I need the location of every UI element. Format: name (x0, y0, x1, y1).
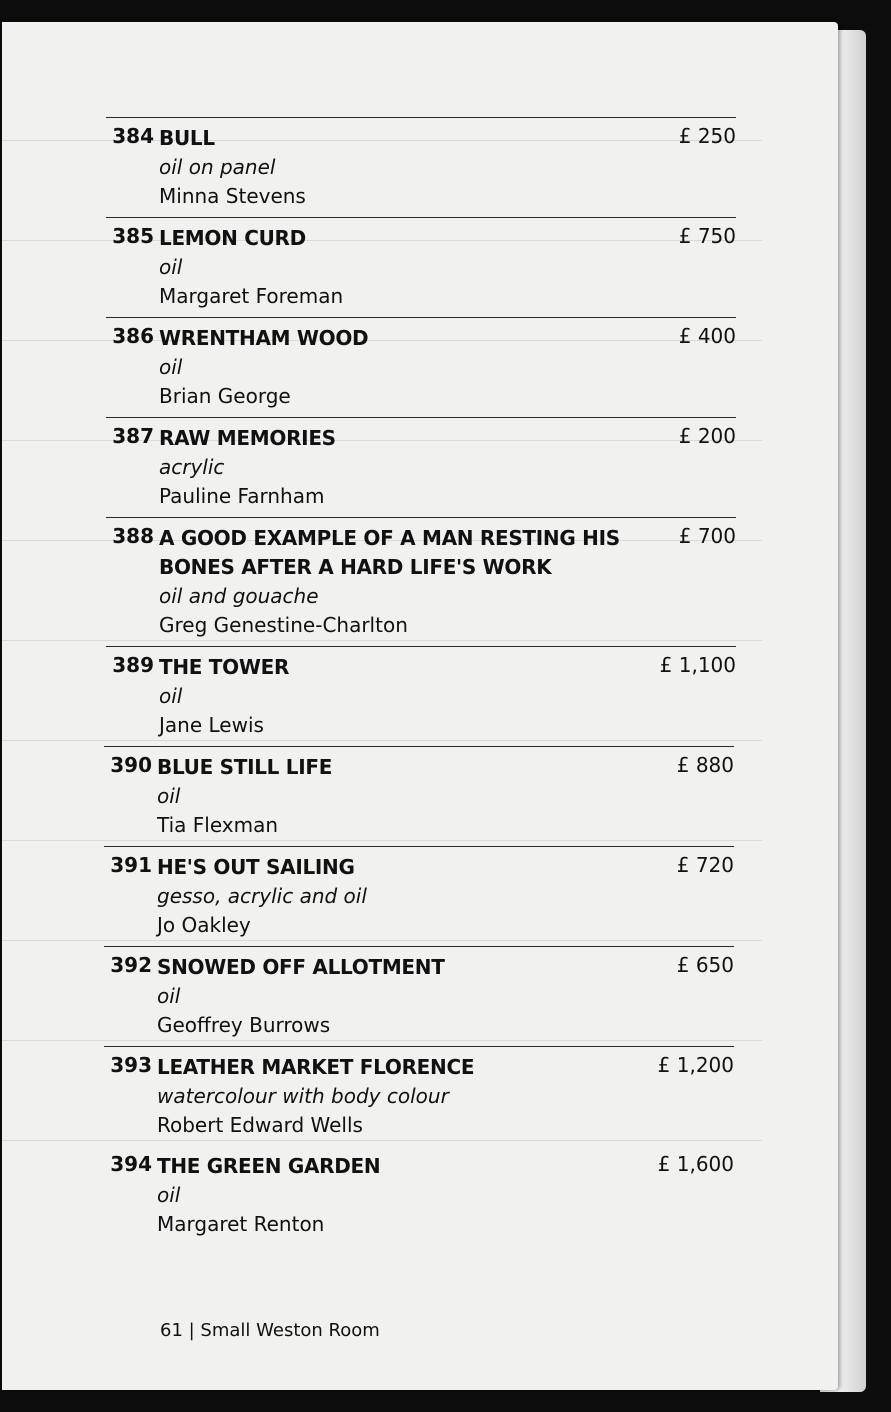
catalogue-page (2, 22, 838, 1390)
entry-price: £ 1,600 (657, 1152, 734, 1176)
entry-title: LEATHER MARKET FLORENCE (157, 1055, 475, 1079)
entry-title: RAW MEMORIES (159, 426, 336, 450)
entry-title: LEMON CURD (159, 226, 306, 250)
entry-artist: Minna Stevens (159, 184, 306, 208)
entry-medium: oil (157, 1183, 181, 1207)
entry-medium: oil on panel (159, 155, 276, 179)
entry-artist: Greg Genestine-Charlton (159, 613, 408, 637)
entry-price: £ 650 (676, 953, 734, 977)
entry-artist: Brian George (159, 384, 291, 408)
entry-medium: oil (157, 984, 181, 1008)
catalogue-entry-385 (106, 217, 736, 317)
entry-artist: Margaret Renton (157, 1212, 325, 1236)
entry-medium: oil (157, 784, 181, 808)
catalogue-entry-392 (104, 946, 734, 1046)
entry-price: £ 200 (678, 424, 736, 448)
entry-title: THE TOWER (159, 655, 290, 679)
entry-details (159, 424, 679, 511)
entry-price: £ 750 (678, 224, 736, 248)
entry-number: 392 (110, 953, 152, 977)
catalogue-entry-387 (106, 417, 736, 517)
entry-price: £ 1,100 (659, 653, 736, 677)
entry-price: £ 1,200 (657, 1053, 734, 1077)
catalogue-entry-390 (104, 746, 734, 846)
entry-artist: Geoffrey Burrows (157, 1013, 331, 1037)
entry-number: 389 (112, 653, 154, 677)
entry-details (159, 653, 679, 740)
entry-number: 386 (112, 324, 154, 348)
entry-price: £ 720 (676, 853, 734, 877)
entry-medium: oil and gouache (159, 584, 319, 608)
entry-medium: acrylic (159, 455, 225, 479)
entry-medium: oil (159, 355, 183, 379)
entry-details (157, 953, 677, 1040)
entry-artist: Tia Flexman (157, 813, 279, 837)
catalogue-entry-388 (106, 517, 736, 646)
entry-number: 390 (110, 753, 152, 777)
entry-title: SNOWED OFF ALLOTMENT (157, 955, 445, 979)
entry-number: 391 (110, 853, 152, 877)
catalogue-entry-393 (104, 1046, 734, 1146)
entry-medium: watercolour with body colour (157, 1084, 449, 1108)
entry-price: £ 880 (676, 753, 734, 777)
entry-number: 387 (112, 424, 154, 448)
entry-title: BLUE STILL LIFE (157, 755, 333, 779)
entry-title: A GOOD EXAMPLE OF A MAN RESTING HIS BONES AFTER A HARD LIFE'S WORK (159, 526, 620, 579)
entry-medium: gesso, acrylic and oil (157, 884, 367, 908)
entry-details (157, 1053, 677, 1140)
entry-number: 385 (112, 224, 154, 248)
catalogue-list (2, 22, 838, 1390)
entry-number: 394 (110, 1152, 152, 1176)
entry-details (157, 753, 677, 840)
catalogue-entry-389 (106, 646, 736, 746)
entry-artist: Jane Lewis (159, 713, 264, 737)
entry-price: £ 700 (678, 524, 736, 548)
entry-number: 388 (112, 524, 154, 548)
entry-title: WRENTHAM WOOD (159, 326, 369, 350)
entry-medium: oil (159, 684, 183, 708)
entry-artist: Pauline Farnham (159, 484, 325, 508)
catalogue-entry-391 (104, 846, 734, 946)
entry-number: 393 (110, 1053, 152, 1077)
entry-details (157, 853, 677, 940)
entry-details (159, 324, 679, 411)
catalogue-entry-384 (106, 117, 736, 217)
entry-number: 384 (112, 124, 154, 148)
entry-title: BULL (159, 126, 215, 150)
catalogue-entry-394 (104, 1146, 734, 1245)
entry-details (157, 1152, 677, 1239)
entry-artist: Jo Oakley (157, 913, 251, 937)
entry-details (159, 524, 649, 640)
entry-price: £ 250 (678, 124, 736, 148)
entry-artist: Margaret Foreman (159, 284, 344, 308)
entry-details (159, 124, 679, 211)
catalogue-entry-386 (106, 317, 736, 417)
entry-title: HE'S OUT SAILING (157, 855, 355, 879)
entry-details (159, 224, 679, 311)
entry-artist: Robert Edward Wells (157, 1113, 363, 1137)
entry-medium: oil (159, 255, 183, 279)
page-footer: 61 | Small Weston Room (160, 1320, 380, 1341)
entry-price: £ 400 (678, 324, 736, 348)
entry-title: THE GREEN GARDEN (157, 1154, 381, 1178)
